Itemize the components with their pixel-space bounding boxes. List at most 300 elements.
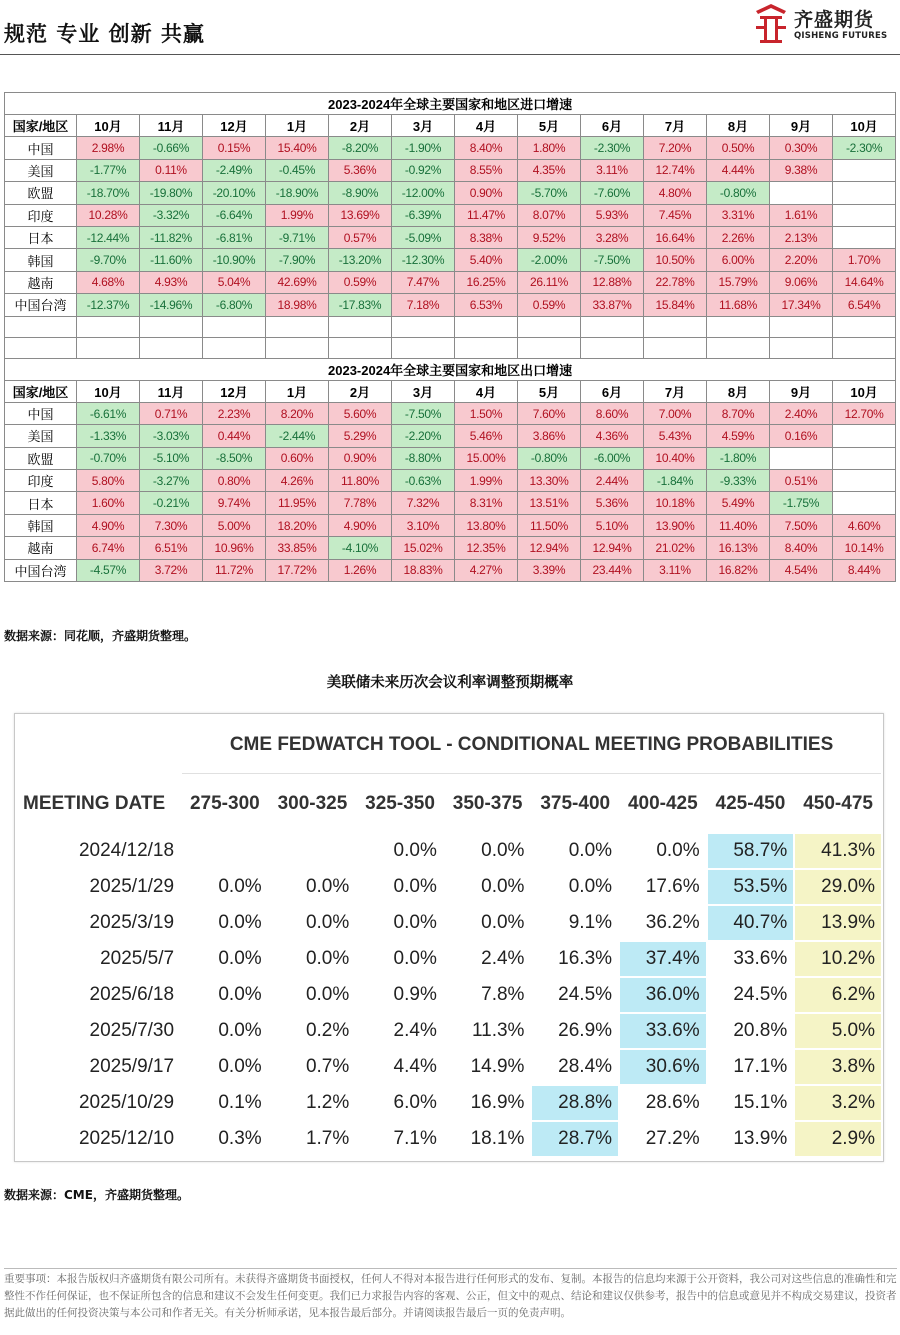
fed-probability-cell: 16.9% — [445, 1086, 531, 1120]
fed-corner-cell — [17, 716, 180, 774]
export-country-cell: 美国 — [5, 425, 77, 447]
import-value-cell: 5.40% — [455, 249, 518, 271]
fed-probability-cell: 0.2% — [270, 1014, 356, 1048]
import-table-row — [5, 182, 896, 204]
export-value-cell: 0.71% — [140, 402, 203, 424]
export-value-cell: 10.14% — [833, 537, 896, 559]
import-country-cell: 越南 — [5, 271, 77, 293]
fed-probability-cell: 3.2% — [795, 1086, 881, 1120]
export-value-cell: 0.16% — [770, 425, 833, 447]
fed-probability-cell: 17.6% — [620, 870, 706, 904]
import-table-row — [5, 137, 896, 159]
fed-probability-cell: 0.3% — [182, 1122, 268, 1156]
fed-table-row — [17, 1014, 881, 1048]
empty-cell — [581, 337, 644, 358]
export-value-cell: 8.20% — [266, 402, 329, 424]
fed-probability-cell: 0.0% — [445, 834, 531, 868]
empty-cell — [770, 316, 833, 337]
import-value-cell: 2.98% — [77, 137, 140, 159]
export-value-cell — [833, 447, 896, 469]
import-value-cell: 4.44% — [707, 159, 770, 181]
export-value-cell: 7.32% — [392, 492, 455, 514]
export-value-cell: 17.72% — [266, 559, 329, 581]
import-table-row — [5, 226, 896, 248]
import-value-cell: 10.50% — [644, 249, 707, 271]
export-table-row — [5, 559, 896, 581]
import-country-cell: 中国台湾 — [5, 294, 77, 316]
import-value-cell: -5.09% — [392, 226, 455, 248]
import-value-cell: -9.70% — [77, 249, 140, 271]
export-value-cell: -0.21% — [140, 492, 203, 514]
export-value-cell: 7.00% — [644, 402, 707, 424]
export-value-cell: 15.02% — [392, 537, 455, 559]
import-value-cell: 15.79% — [707, 271, 770, 293]
export-table-row — [5, 402, 896, 424]
import-value-cell: 7.18% — [392, 294, 455, 316]
export-value-cell: 10.40% — [644, 447, 707, 469]
export-value-cell: -7.50% — [392, 402, 455, 424]
export-value-cell: 4.90% — [329, 514, 392, 536]
import-value-cell: -18.70% — [77, 182, 140, 204]
fed-col-range: 450-475 — [795, 776, 881, 832]
export-value-cell: -9.33% — [707, 470, 770, 492]
import-value-cell: 5.36% — [329, 159, 392, 181]
import-title-row — [5, 93, 896, 115]
import-value-cell: -20.10% — [203, 182, 266, 204]
fed-probability-cell: 0.0% — [182, 1050, 268, 1084]
export-value-cell: 13.51% — [518, 492, 581, 514]
export-col-month-header: 7月 — [644, 380, 707, 402]
import-value-cell — [833, 204, 896, 226]
fed-probability-cell: 20.8% — [708, 1014, 794, 1048]
logo-text-en: QISHENG FUTURES — [794, 31, 888, 41]
fed-probability-cell: 0.9% — [357, 978, 443, 1012]
import-value-cell: 10.28% — [77, 204, 140, 226]
import-value-cell: -12.00% — [392, 182, 455, 204]
fed-probability-cell: 7.1% — [357, 1122, 443, 1156]
empty-cell — [203, 316, 266, 337]
fed-probability-cell: 53.5% — [708, 870, 794, 904]
export-value-cell: 12.35% — [455, 537, 518, 559]
fed-meeting-date: 2024/12/18 — [17, 834, 180, 868]
fed-probability-cell: 0.0% — [270, 906, 356, 940]
import-value-cell — [833, 159, 896, 181]
import-value-cell: 0.11% — [140, 159, 203, 181]
slogan: 规范 专业 创新 共赢 — [4, 22, 205, 46]
fed-header-row — [17, 776, 881, 832]
export-col-month-header: 11月 — [140, 380, 203, 402]
export-value-cell: 3.72% — [140, 559, 203, 581]
export-value-cell: 8.70% — [707, 402, 770, 424]
export-value-cell: 11.80% — [329, 470, 392, 492]
export-table-row — [5, 537, 896, 559]
export-value-cell: 23.44% — [581, 559, 644, 581]
import-value-cell: -12.44% — [77, 226, 140, 248]
export-value-cell: -5.10% — [140, 447, 203, 469]
import-value-cell: 9.06% — [770, 271, 833, 293]
export-value-cell — [770, 447, 833, 469]
export-value-cell: 8.60% — [581, 402, 644, 424]
export-value-cell: 13.90% — [644, 514, 707, 536]
fed-probability-cell: 33.6% — [620, 1014, 706, 1048]
empty-cell — [581, 316, 644, 337]
fed-meeting-date: 2025/7/30 — [17, 1014, 180, 1048]
export-value-cell: 8.31% — [455, 492, 518, 514]
export-value-cell: 8.44% — [833, 559, 896, 581]
fed-probability-cell: 0.0% — [357, 942, 443, 976]
fed-probability-cell: 0.0% — [532, 870, 618, 904]
import-value-cell: 0.50% — [707, 137, 770, 159]
fed-meeting-date: 2025/5/7 — [17, 942, 180, 976]
fed-probability-cell: 7.8% — [445, 978, 531, 1012]
import-header-row — [5, 115, 896, 137]
import-value-cell: -8.20% — [329, 137, 392, 159]
fed-probability-cell: 0.0% — [357, 834, 443, 868]
export-value-cell: 12.94% — [581, 537, 644, 559]
import-value-cell: -2.49% — [203, 159, 266, 181]
import-value-cell: 7.47% — [392, 271, 455, 293]
import-value-cell: -6.64% — [203, 204, 266, 226]
export-value-cell: 2.23% — [203, 402, 266, 424]
import-value-cell: -7.50% — [581, 249, 644, 271]
import-col-month-header: 11月 — [140, 115, 203, 137]
export-col-month-header: 9月 — [770, 380, 833, 402]
import-value-cell: -6.81% — [203, 226, 266, 248]
export-value-cell: -4.57% — [77, 559, 140, 581]
import-value-cell: 7.20% — [644, 137, 707, 159]
fedwatch-table — [15, 714, 883, 1158]
empty-cell — [77, 316, 140, 337]
import-country-cell: 韩国 — [5, 249, 77, 271]
import-value-cell: 12.88% — [581, 271, 644, 293]
import-value-cell: -6.80% — [203, 294, 266, 316]
import-table-row — [5, 159, 896, 181]
fed-col-range: 350-375 — [445, 776, 531, 832]
fed-probability-cell: 0.7% — [270, 1050, 356, 1084]
fed-probability-cell: 30.6% — [620, 1050, 706, 1084]
import-value-cell: -13.20% — [329, 249, 392, 271]
export-value-cell: 4.54% — [770, 559, 833, 581]
export-value-cell — [833, 492, 896, 514]
empty-cell — [518, 337, 581, 358]
export-value-cell: 6.74% — [77, 537, 140, 559]
export-country-cell: 中国 — [5, 402, 77, 424]
import-value-cell: 4.93% — [140, 271, 203, 293]
export-value-cell: -0.70% — [77, 447, 140, 469]
import-value-cell: 8.40% — [455, 137, 518, 159]
import-country-cell: 美国 — [5, 159, 77, 181]
empty-cell — [707, 337, 770, 358]
import-value-cell: -10.90% — [203, 249, 266, 271]
fed-probability-cell: 6.2% — [795, 978, 881, 1012]
fed-meeting-date: 2025/9/17 — [17, 1050, 180, 1084]
empty-cell — [707, 316, 770, 337]
disclaimer: 重要事项：本报告版权归齐盛期货有限公司所有。未获得齐盛期货书面授权，任何人不得对本报告进行任何形式的发布、复制。本报告的信息均来源于公开资料，我公司对这些信息的准确性和完整性不作任何保证，也不保证所包含的信息和建议不会发生任何变更。我们已力求报告内容的客观、公正，但文中的观点、结论和建议仅供参考，报告中的信息或意见并不构成交易建议，投资者据此做出的任何投资决策与本公司和作者无关。有关分析师承诺，见本报告最后部分。并请阅读报告最后一页的免责声明。 — [4, 1268, 897, 1322]
import-value-cell: 11.68% — [707, 294, 770, 316]
fed-probability-cell: 26.9% — [532, 1014, 618, 1048]
empty-cell — [140, 337, 203, 358]
import-col-month-header: 4月 — [455, 115, 518, 137]
fed-probability-cell: 0.0% — [620, 834, 706, 868]
export-value-cell: 4.36% — [581, 425, 644, 447]
import-table-title: 2023-2024年全球主要国家和地区进口增速 — [5, 93, 896, 115]
export-value-cell: 33.85% — [266, 537, 329, 559]
export-col-country-header: 国家/地区 — [5, 380, 77, 402]
fed-probability-cell: 0.0% — [182, 906, 268, 940]
fed-probability-cell: 14.9% — [445, 1050, 531, 1084]
fed-probability-cell: 27.2% — [620, 1122, 706, 1156]
export-value-cell: -6.00% — [581, 447, 644, 469]
export-col-month-header: 1月 — [266, 380, 329, 402]
fed-probability-cell: 24.5% — [708, 978, 794, 1012]
import-col-month-header: 9月 — [770, 115, 833, 137]
import-value-cell: -14.96% — [140, 294, 203, 316]
export-value-cell: 4.59% — [707, 425, 770, 447]
export-value-cell: -4.10% — [329, 537, 392, 559]
fed-probability-cell: 40.7% — [708, 906, 794, 940]
export-country-cell: 越南 — [5, 537, 77, 559]
import-value-cell: 6.54% — [833, 294, 896, 316]
export-value-cell: 4.26% — [266, 470, 329, 492]
export-table-row — [5, 425, 896, 447]
import-value-cell: 0.90% — [455, 182, 518, 204]
export-value-cell: 7.50% — [770, 514, 833, 536]
export-value-cell: -2.44% — [266, 425, 329, 447]
empty-cell — [455, 316, 518, 337]
fed-probability-cell: 16.3% — [532, 942, 618, 976]
export-value-cell: 4.60% — [833, 514, 896, 536]
fed-probability-cell: 58.7% — [708, 834, 794, 868]
empty-cell — [329, 316, 392, 337]
import-value-cell: 3.31% — [707, 204, 770, 226]
export-value-cell: 4.27% — [455, 559, 518, 581]
empty-cell — [266, 316, 329, 337]
fed-table-row — [17, 1122, 881, 1156]
export-country-cell: 韩国 — [5, 514, 77, 536]
export-country-cell: 日本 — [5, 492, 77, 514]
fedwatch-panel — [14, 713, 884, 1162]
import-value-cell: 0.57% — [329, 226, 392, 248]
import-value-cell: 0.59% — [518, 294, 581, 316]
import-country-cell: 印度 — [5, 204, 77, 226]
export-value-cell: 0.44% — [203, 425, 266, 447]
page-header — [0, 0, 900, 55]
fed-probability-cell: 3.8% — [795, 1050, 881, 1084]
fed-table-row — [17, 942, 881, 976]
export-value-cell: 18.83% — [392, 559, 455, 581]
fed-col-range: 425-450 — [708, 776, 794, 832]
import-value-cell: 12.74% — [644, 159, 707, 181]
import-value-cell: 11.47% — [455, 204, 518, 226]
export-value-cell: 11.40% — [707, 514, 770, 536]
export-value-cell: 10.96% — [203, 537, 266, 559]
export-country-cell: 欧盟 — [5, 447, 77, 469]
import-value-cell: 3.11% — [581, 159, 644, 181]
export-value-cell: 3.11% — [644, 559, 707, 581]
fed-probability-cell: 0.1% — [182, 1086, 268, 1120]
import-col-month-header: 10月 — [77, 115, 140, 137]
import-value-cell: 22.78% — [644, 271, 707, 293]
fed-tool-title: CME FEDWATCH TOOL - CONDITIONAL MEETING PROBABILITIES — [182, 716, 881, 774]
import-col-month-header: 2月 — [329, 115, 392, 137]
fed-probability-cell: 24.5% — [532, 978, 618, 1012]
empty-cell — [518, 316, 581, 337]
import-value-cell: 8.07% — [518, 204, 581, 226]
import-value-cell: 15.84% — [644, 294, 707, 316]
fed-col-range: 300-325 — [270, 776, 356, 832]
export-value-cell: 16.82% — [707, 559, 770, 581]
export-value-cell: -1.80% — [707, 447, 770, 469]
export-value-cell: 3.86% — [518, 425, 581, 447]
export-table-title: 2023-2024年全球主要国家和地区出口增速 — [5, 358, 896, 380]
import-table-row — [5, 204, 896, 226]
import-value-cell: -9.71% — [266, 226, 329, 248]
export-table-row — [5, 447, 896, 469]
fed-meeting-date: 2025/12/10 — [17, 1122, 180, 1156]
import-value-cell: -11.60% — [140, 249, 203, 271]
export-value-cell: 13.80% — [455, 514, 518, 536]
fed-probability-cell: 4.4% — [357, 1050, 443, 1084]
import-value-cell: 8.38% — [455, 226, 518, 248]
import-value-cell: -3.32% — [140, 204, 203, 226]
import-value-cell: 13.69% — [329, 204, 392, 226]
trade-growth-grid — [4, 92, 895, 582]
company-logo — [752, 2, 892, 46]
import-value-cell: 9.52% — [518, 226, 581, 248]
export-title-row — [5, 358, 896, 380]
import-value-cell: -0.92% — [392, 159, 455, 181]
empty-cell — [833, 316, 896, 337]
fed-probability-cell: 17.1% — [708, 1050, 794, 1084]
import-value-cell: -6.39% — [392, 204, 455, 226]
source-note-trade: 数据来源：同花顺，齐盛期货整理。 — [4, 629, 197, 643]
export-value-cell: 2.44% — [581, 470, 644, 492]
import-value-cell: -8.90% — [329, 182, 392, 204]
fed-probability-cell: 2.4% — [357, 1014, 443, 1048]
export-value-cell: -0.80% — [518, 447, 581, 469]
fed-probability-cell: 2.9% — [795, 1122, 881, 1156]
export-value-cell: 8.40% — [770, 537, 833, 559]
fed-section-title: 美联储未来历次会议利率调整预期概率 — [326, 675, 574, 691]
empty-cell — [5, 316, 77, 337]
import-value-cell: 2.26% — [707, 226, 770, 248]
spacer-row — [5, 337, 896, 358]
fed-probability-cell: 18.1% — [445, 1122, 531, 1156]
export-value-cell: 5.43% — [644, 425, 707, 447]
export-col-month-header: 5月 — [518, 380, 581, 402]
export-value-cell: 9.74% — [203, 492, 266, 514]
empty-cell — [455, 337, 518, 358]
empty-cell — [266, 337, 329, 358]
fed-col-range: 400-425 — [620, 776, 706, 832]
fed-table-row — [17, 870, 881, 904]
export-value-cell: -3.27% — [140, 470, 203, 492]
export-value-cell: 0.60% — [266, 447, 329, 469]
export-value-cell: 6.51% — [140, 537, 203, 559]
fed-probability-cell: 0.0% — [182, 942, 268, 976]
fed-probability-cell: 28.8% — [532, 1086, 618, 1120]
export-table-row — [5, 470, 896, 492]
export-value-cell: 11.72% — [203, 559, 266, 581]
export-value-cell: -3.03% — [140, 425, 203, 447]
import-value-cell: -12.30% — [392, 249, 455, 271]
empty-cell — [392, 316, 455, 337]
import-value-cell: 15.40% — [266, 137, 329, 159]
import-value-cell: -18.90% — [266, 182, 329, 204]
export-col-month-header: 12月 — [203, 380, 266, 402]
import-value-cell: -11.82% — [140, 226, 203, 248]
import-value-cell: 16.25% — [455, 271, 518, 293]
empty-cell — [77, 337, 140, 358]
import-value-cell: -19.80% — [140, 182, 203, 204]
fed-col-range: 275-300 — [182, 776, 268, 832]
fed-probability-cell: 28.7% — [532, 1122, 618, 1156]
import-value-cell: 3.28% — [581, 226, 644, 248]
import-value-cell: -0.66% — [140, 137, 203, 159]
export-value-cell: -1.75% — [770, 492, 833, 514]
export-value-cell: 11.50% — [518, 514, 581, 536]
export-table-row — [5, 514, 896, 536]
export-value-cell: 5.29% — [329, 425, 392, 447]
trade-growth-table — [4, 92, 896, 582]
export-value-cell: 5.36% — [581, 492, 644, 514]
fed-probability-cell: 1.7% — [270, 1122, 356, 1156]
export-header-row — [5, 380, 896, 402]
export-value-cell: -8.50% — [203, 447, 266, 469]
empty-cell — [770, 337, 833, 358]
export-value-cell: 5.80% — [77, 470, 140, 492]
import-value-cell: 16.64% — [644, 226, 707, 248]
export-col-month-header: 6月 — [581, 380, 644, 402]
fed-probability-cell: 0.0% — [270, 942, 356, 976]
export-country-cell: 中国台湾 — [5, 559, 77, 581]
fed-meeting-date: 2025/3/19 — [17, 906, 180, 940]
import-table-row — [5, 271, 896, 293]
fed-table-row — [17, 1086, 881, 1120]
export-col-month-header: 3月 — [392, 380, 455, 402]
export-value-cell: 5.10% — [581, 514, 644, 536]
import-value-cell: 33.87% — [581, 294, 644, 316]
fed-meeting-date: 2025/10/29 — [17, 1086, 180, 1120]
export-col-month-header: 10月 — [833, 380, 896, 402]
fed-probability-cell: 29.0% — [795, 870, 881, 904]
import-value-cell: 18.98% — [266, 294, 329, 316]
import-value-cell — [833, 182, 896, 204]
import-value-cell: 2.20% — [770, 249, 833, 271]
import-value-cell: 5.93% — [581, 204, 644, 226]
export-value-cell: 3.10% — [392, 514, 455, 536]
fed-probability-cell: 0.0% — [357, 870, 443, 904]
empty-cell — [5, 337, 77, 358]
fed-col-range: 325-350 — [357, 776, 443, 832]
fed-probability-cell: 15.1% — [708, 1086, 794, 1120]
fed-table-row — [17, 906, 881, 940]
import-value-cell: -2.30% — [833, 137, 896, 159]
fed-title-row — [17, 716, 881, 774]
import-value-cell: 6.53% — [455, 294, 518, 316]
export-col-month-header: 4月 — [455, 380, 518, 402]
import-country-cell: 中国 — [5, 137, 77, 159]
import-value-cell: 0.59% — [329, 271, 392, 293]
import-value-cell: -7.90% — [266, 249, 329, 271]
export-value-cell: 5.60% — [329, 402, 392, 424]
import-col-month-header: 7月 — [644, 115, 707, 137]
export-value-cell: -1.33% — [77, 425, 140, 447]
empty-cell — [644, 337, 707, 358]
import-value-cell: -5.70% — [518, 182, 581, 204]
export-value-cell: 21.02% — [644, 537, 707, 559]
import-value-cell: 0.30% — [770, 137, 833, 159]
